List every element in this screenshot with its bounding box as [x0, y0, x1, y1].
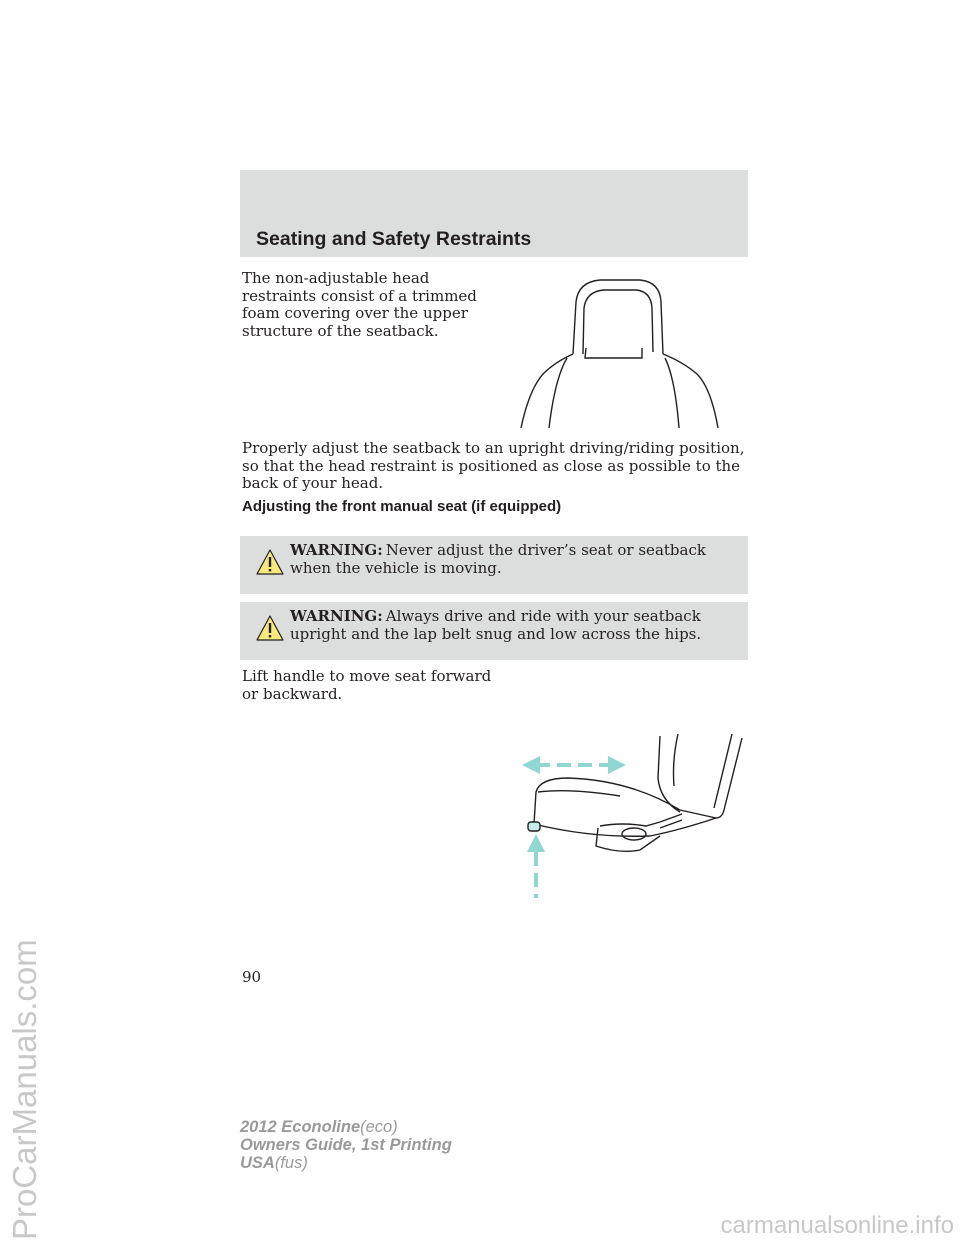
- footer-line-1: [240, 1118, 452, 1136]
- warning-triangle-icon: [255, 548, 285, 576]
- warning-message: Always drive and ride with your seatback upright and the lap belt snug and low across the hips.: [290, 607, 702, 643]
- document-footer: [240, 1118, 452, 1172]
- warning-label: WARNING:: [290, 607, 383, 625]
- warning-message: Never adjust the driver’s seat or seatback when the vehicle is moving.: [290, 541, 706, 577]
- manual-seat-adjust-illustration: [510, 730, 750, 902]
- head-restraint-paragraph: The non-adjustable head restraints consist of a trimmed foam covering over the upper structure of the seatback.: [242, 269, 477, 340]
- footer-line-2: Owners Guide, 1st Printing: [240, 1136, 452, 1154]
- section-title: Seating and Safety Restraints: [256, 228, 532, 250]
- adjust-seatback-paragraph: Properly adjust the seatback to an upright driving/riding position, so that the head restraint is positioned as close as possible to the back of your head.: [242, 439, 745, 492]
- footer-line-3: [240, 1154, 452, 1172]
- warning-triangle-icon: [255, 614, 285, 642]
- lift-arrow: [527, 834, 545, 898]
- warning-label: WARNING:: [290, 541, 383, 559]
- forward-backward-arrow: [522, 756, 626, 774]
- page-number: 90: [242, 968, 262, 986]
- warning-text: [290, 608, 738, 643]
- watermark-procarmanuals: ProCarManuals.com: [6, 939, 43, 1240]
- front-manual-seat-heading: Adjusting the front manual seat (if equipped): [242, 498, 562, 515]
- section-header-band: [240, 170, 748, 257]
- warning-text: [290, 542, 738, 577]
- warning-box-seatback-upright: [240, 602, 748, 660]
- footer-model: 2012 Econoline: [240, 1118, 361, 1136]
- lift-handle-paragraph: Lift handle to move seat forward or backward.: [242, 667, 492, 703]
- footer-model-code: (eco): [360, 1118, 398, 1136]
- footer-market-code: (fus): [274, 1154, 308, 1172]
- head-restraint-illustration: [515, 270, 730, 430]
- watermark-carmanualsonline: carmanualsonline.info: [720, 1212, 954, 1239]
- warning-box-moving: [240, 536, 748, 594]
- footer-market: USA: [240, 1154, 275, 1172]
